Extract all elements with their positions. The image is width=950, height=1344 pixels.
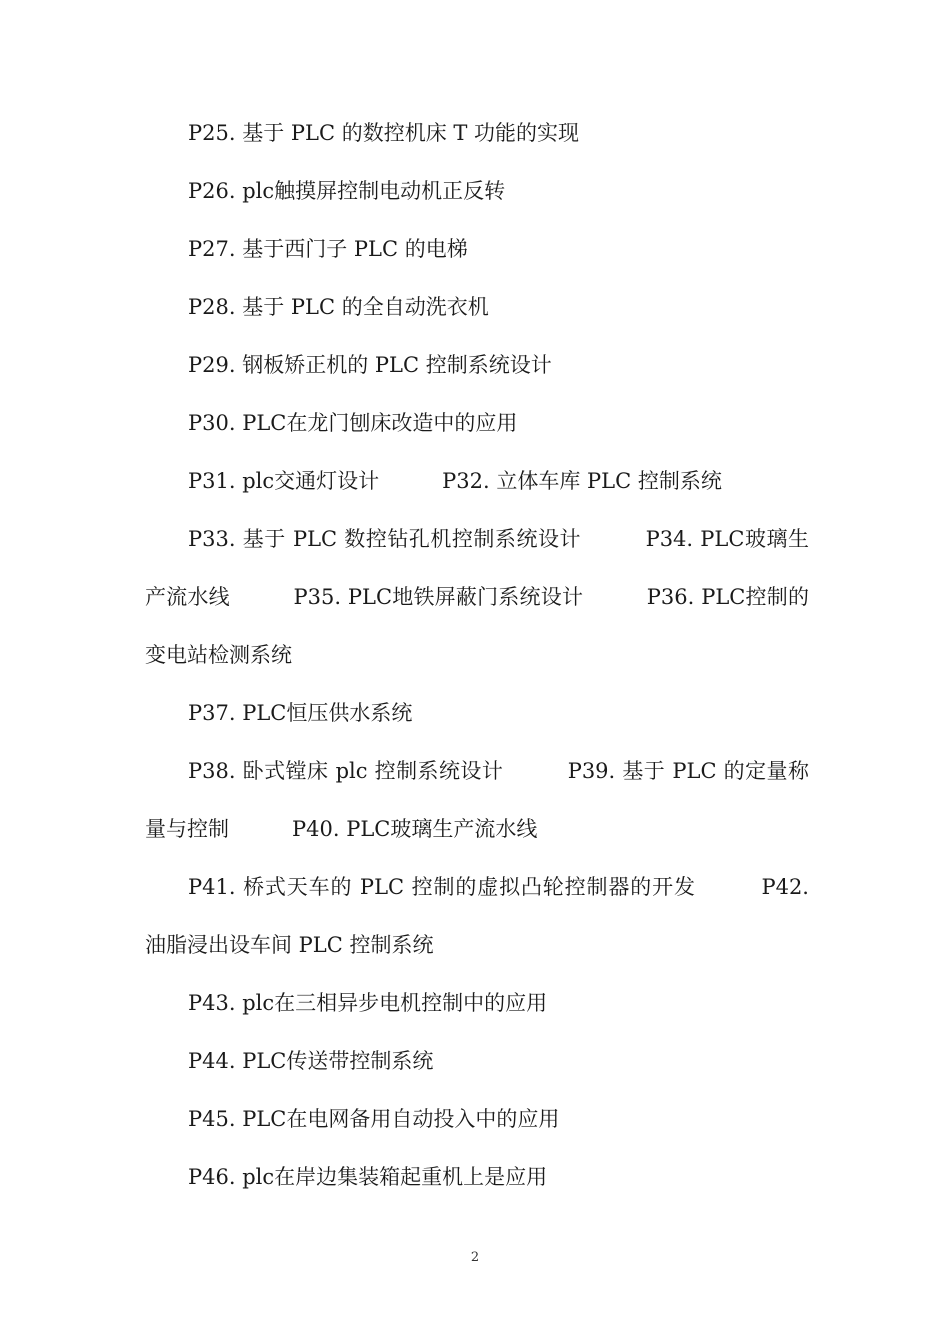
- list-item: P45. PLC在电网备用自动投入中的应用: [188, 1107, 560, 1131]
- list-item: P44. PLC传送带控制系统: [188, 1049, 434, 1073]
- list-item: P29. 钢板矫正机的 PLC 控制系统设计: [188, 353, 552, 377]
- list-item: P25. 基于 PLC 的数控机床 T 功能的实现: [188, 121, 580, 145]
- list-item: P30. PLC在龙门刨床改造中的应用: [188, 411, 518, 435]
- list-item: P46. plc在岸边集装箱起重机上是应用: [188, 1165, 548, 1189]
- list-item: P43. plc在三相异步电机控制中的应用: [188, 991, 548, 1015]
- list-item: P41. 桥式天车的 PLC 控制的虚拟凸轮控制器的开发 P42. 油脂浸出设车间 PLC 控制系统: [145, 875, 809, 957]
- list-item: P33. 基于 PLC 数控钻孔机控制系统设计 P34. PLC玻璃生产流水线 P35. PLC地铁屏蔽门系统设计 P36. PLC控制的变电站检测系统: [145, 527, 809, 667]
- list-item: P28. 基于 PLC 的全自动洗衣机: [188, 295, 489, 319]
- list-item: P27. 基于西门子 PLC 的电梯: [188, 237, 468, 261]
- list-item: P38. 卧式镗床 plc 控制系统设计 P39. 基于 PLC 的定量称量与控制 P40. PLC玻璃生产流水线: [145, 759, 809, 841]
- list-item: P26. plc触摸屏控制电动机正反转: [188, 179, 506, 203]
- list-item: P37. PLC恒压供水系统: [188, 701, 413, 725]
- list-item: P31. plc交通灯设计 P32. 立体车库 PLC 控制系统: [188, 469, 722, 493]
- document-body: [145, 104, 809, 1206]
- page-number: 2: [470, 1250, 480, 1265]
